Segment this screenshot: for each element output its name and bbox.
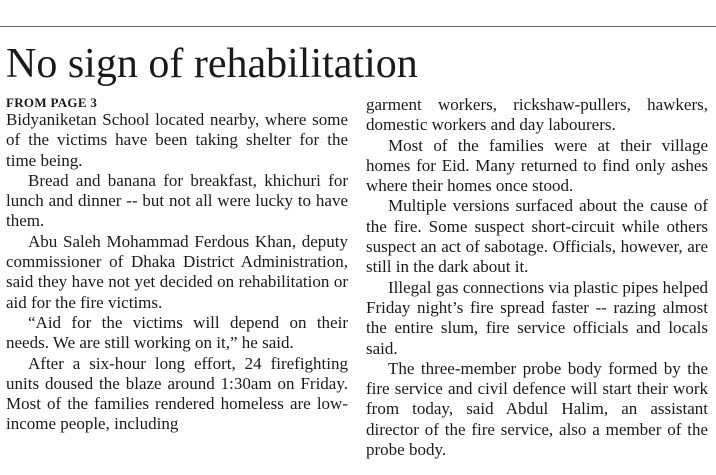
article-paragraph: “Aid for the victims will depend on their needs. We are still working on it,” he said. [6,312,348,353]
article-paragraph: Illegal gas connections via plastic pipes helped Friday night’s fire spread faster -- razing almost the entire slum, fire service officials and locals said. [366,277,708,358]
article-paragraph: Bidyaniketan School located nearby, where some of the victims have been taking shelter for the time being. [6,110,348,170]
jump-label: FROM PAGE 3 [6,95,98,110]
article-headline: No sign of rehabilitation [6,41,418,87]
article-paragraph: Abu Saleh Mohammad Ferdous Khan, deputy commissioner of Dhaka District Administration, said they have not yet decided on rehabilitation or aid for the fire victims. [6,231,348,312]
article-paragraph: garment workers, rickshaw-pullers, hawkers, domestic workers and day labourers. [366,95,708,135]
top-divider-rule [0,26,716,27]
article-paragraph: The three-member probe body formed by the fire service and civil defence will start their work from today, said Abdul Halim, an assistant director of the fire service, also a member of the probe body. [366,358,708,460]
article-paragraph: Multiple versions surfaced about the cause of the fire. Some suspect short-circuit while others suspect an act of sabotage. Officials, however, are still in the dark about it. [366,196,708,277]
article-column-right [366,95,708,460]
article-paragraph: After a six-hour long effort, 24 firefighting units doused the blaze around 1:30am on Friday. Most of the families rendered homeless are low-income people, including [6,353,348,434]
article-paragraph: Bread and banana for breakfast, khichuri for lunch and dinner -- but not all were lucky to have them. [6,170,348,231]
article-paragraph: Most of the families were at their village homes for Eid. Many returned to find only ashes where their homes once stood. [366,135,708,196]
article-column-left [6,95,348,435]
